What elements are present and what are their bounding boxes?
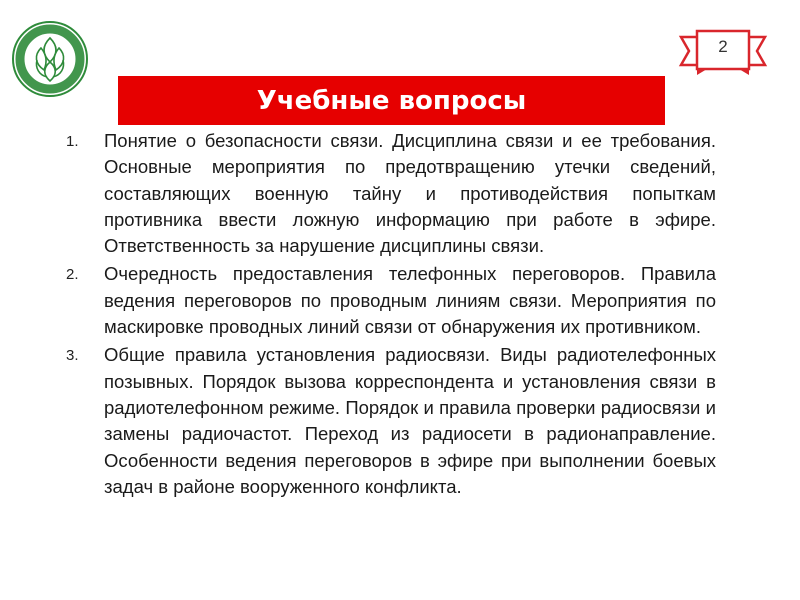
university-logo — [11, 20, 89, 98]
page-number-ribbon — [677, 29, 769, 83]
list-item-number: 2. — [66, 266, 79, 284]
list-item-text: Понятие о безопасности связи. Дисциплина связи и ее требования. Основные мероприятия по предотвращению утечки сведений, составляющих военную тайну и противодействия попыткам противника ввести ложную информацию при работе в эфире. Ответственность за нарушение дисциплины связи. — [104, 130, 716, 257]
list-item — [66, 261, 716, 340]
list-item — [66, 128, 716, 259]
emblem-logo-icon — [11, 20, 89, 98]
title-banner — [118, 76, 665, 125]
list-item-number: 1. — [66, 133, 79, 150]
page-number: 2 — [718, 37, 728, 56]
slide-title: Учебные вопросы — [256, 85, 527, 116]
study-questions-list — [66, 128, 716, 502]
list-item-number: 3. — [66, 347, 79, 365]
list-item — [66, 342, 716, 500]
list-item-text: Очередность предоставления телефонных переговоров. Правила ведения переговоров по проводным линиям связи. Мероприятия по маскировке проводных линий связи от обнаружения их противником. — [104, 263, 716, 338]
list-item-text: Общие правила установления радиосвязи. Виды радиотелефонных позывных. Порядок вызова корреспондента и установления связи в радиотелефонном режиме. Порядок и правила проверки радиосвязи и замены радиочастот. Переход из радиосети в радионаправление. Особенности ведения переговоров в эфире при выполнении боевых задач в районе вооруженного конфликта. — [104, 344, 716, 497]
